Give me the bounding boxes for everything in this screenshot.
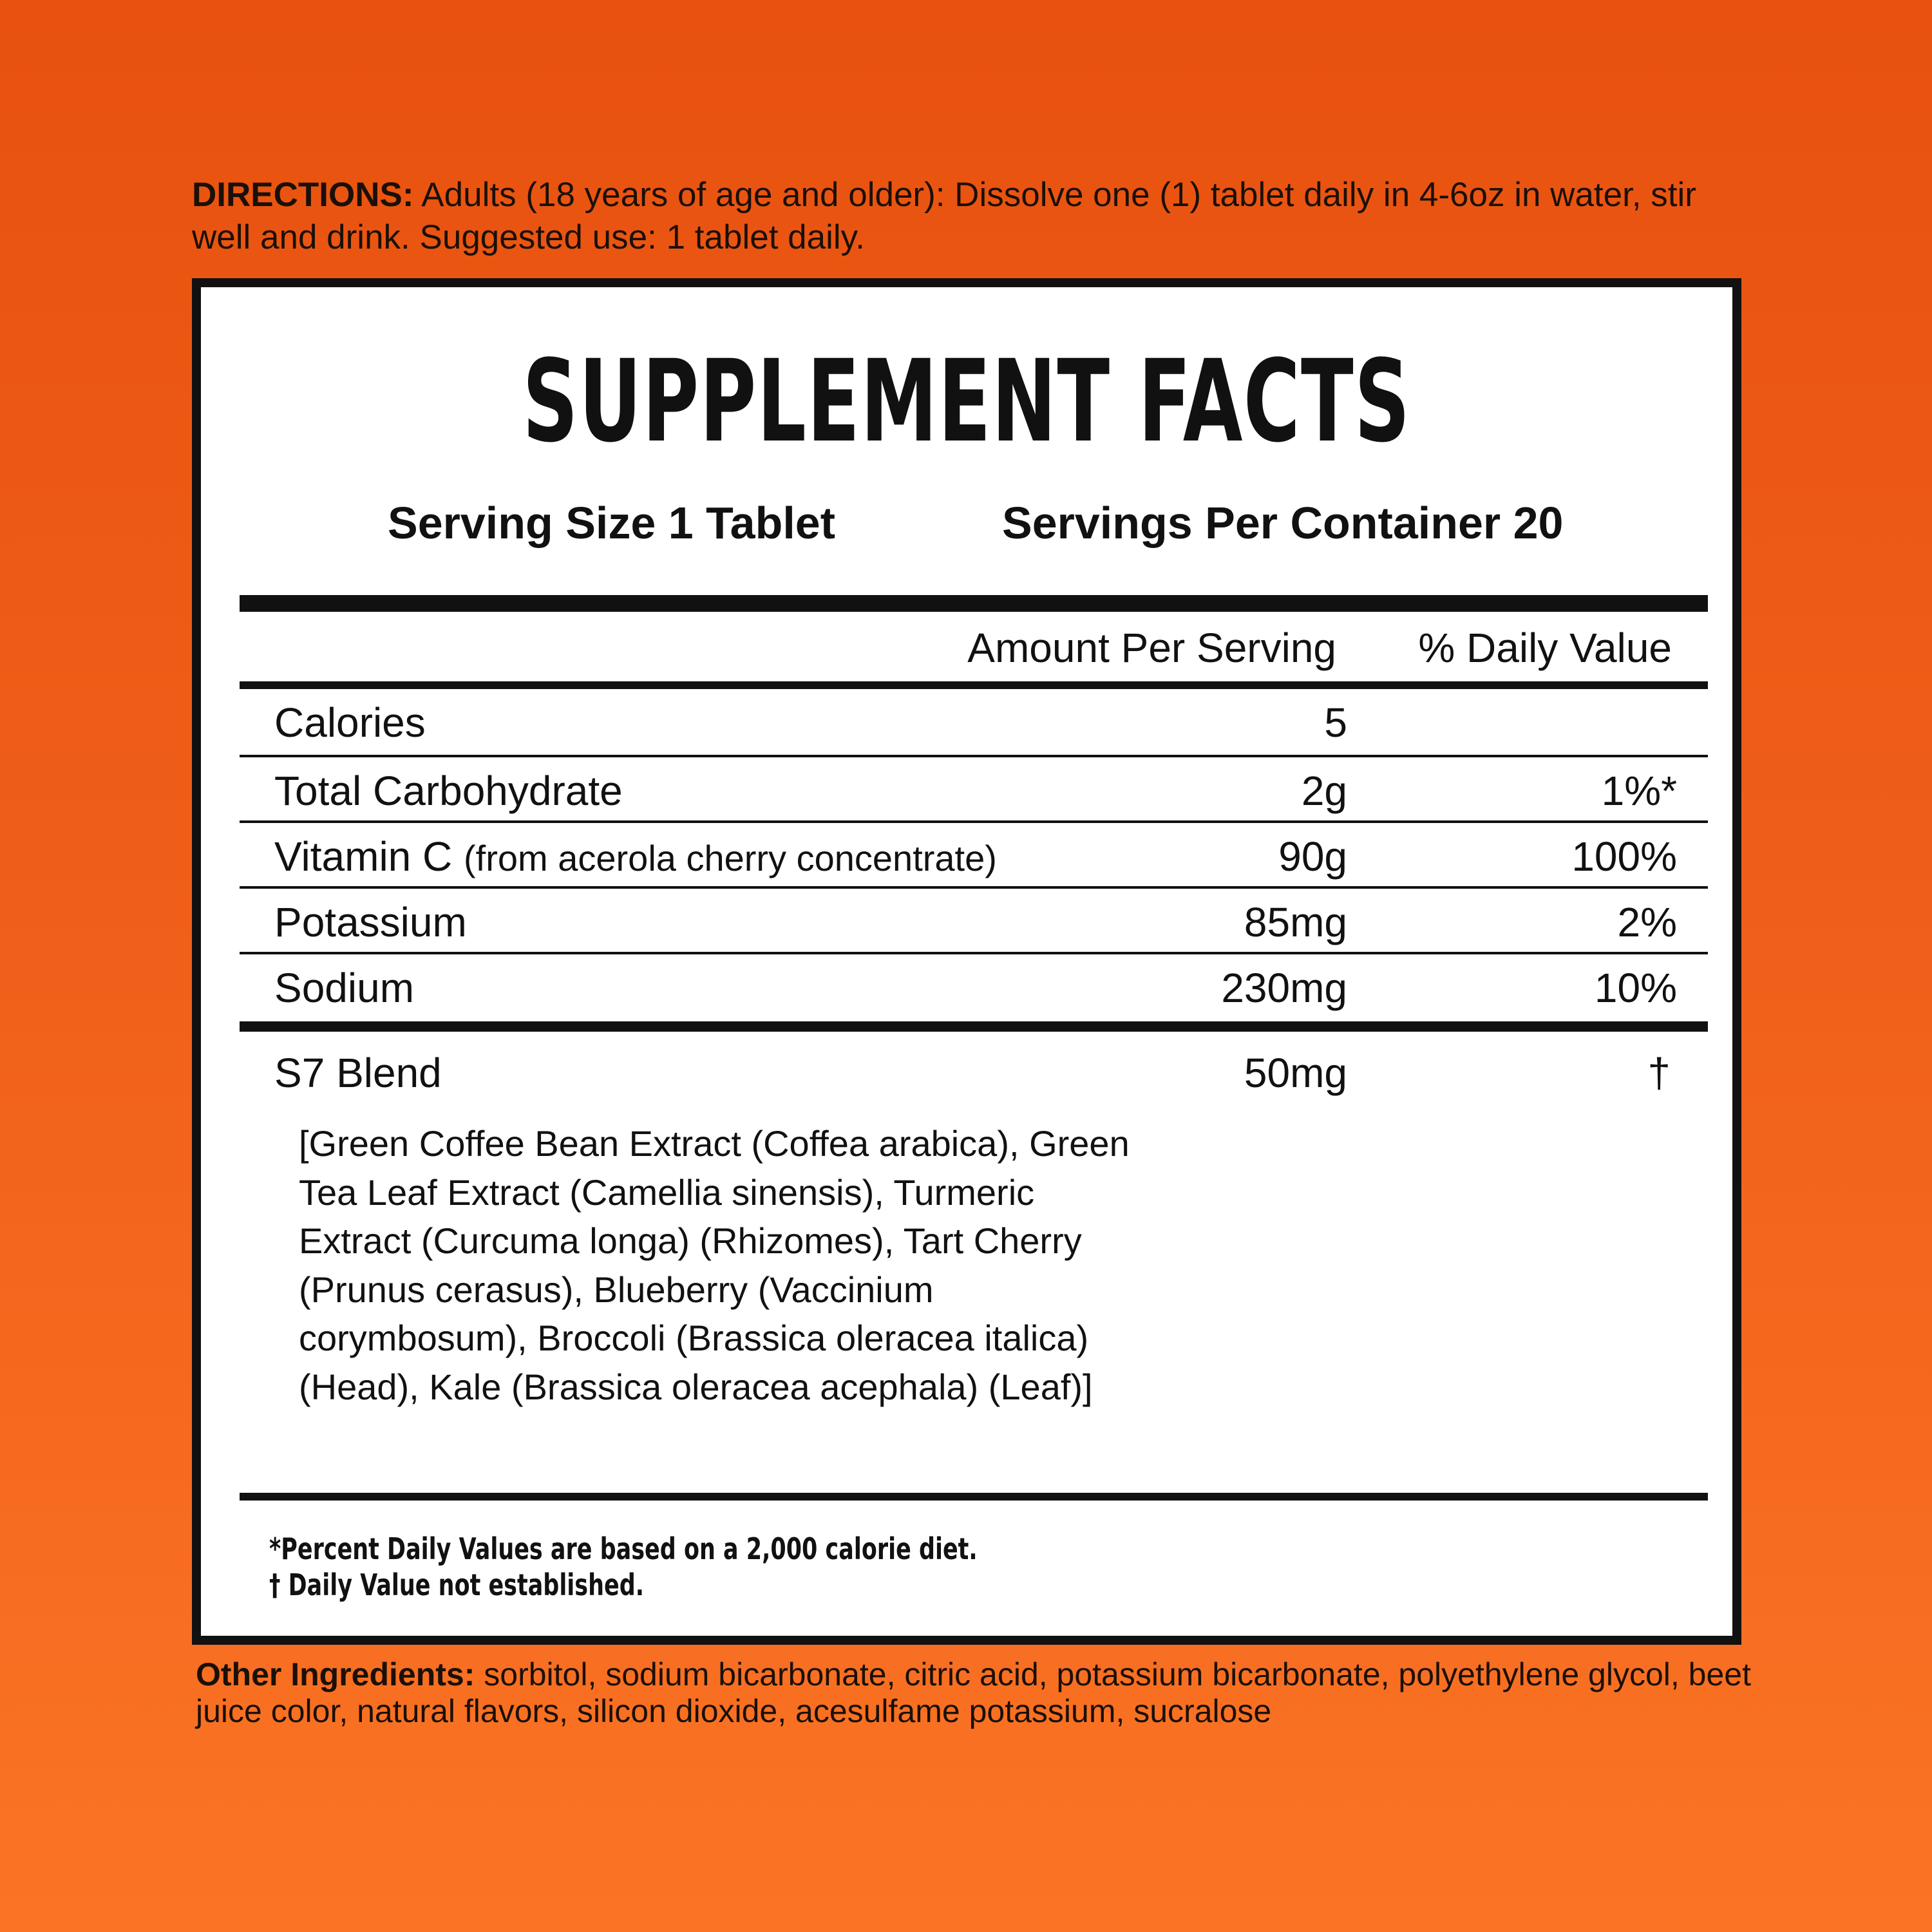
other-ingredients [196, 1656, 1754, 1730]
nutrient-row [240, 954, 1708, 1020]
panel-title: SUPPLEMENT FACTS [522, 336, 1411, 468]
blend-name: S7 Blend [274, 1050, 442, 1096]
nutrient-source: (from acerola cherry concentrate) [464, 838, 997, 878]
nutrient-amount: 230mg [1221, 965, 1347, 1011]
other-ingredients-label: Other Ingredients: [196, 1656, 475, 1692]
nutrient-row [240, 757, 1708, 823]
other-ingredients-list: sorbitol, sodium bicarbonate, citric acid, potassium bicarbonate, polyethylene glycol, beet juice color, natural flavors, silicon dioxide, acesulfame potassium, sucralose [196, 1656, 1751, 1729]
nutrient-name: Calories [274, 699, 426, 746]
blend-ingredients: [Green Coffee Bean Extract (Coffea arabica), Green Tea Leaf Extract (Camellia sinensis), Turmeric Extract (Curcuma longa) (Rhizomes), Tart Cherry (Prunus cerasus), Blueberry (Vaccinium corymbosum), Broccoli (Brassica oleracea italica) (Head), Kale (Brassica oleracea acephala) (Leaf)] [299, 1123, 1130, 1407]
nutrient-dv: 2% [1617, 899, 1677, 945]
nutrient-name: Potassium [274, 899, 467, 945]
nutrient-amount: 90g [1278, 833, 1347, 880]
nutrient-row [240, 689, 1708, 755]
blend-dv: † [1647, 1050, 1671, 1096]
directions-text [192, 174, 1750, 259]
nutrient-name-main: Vitamin C [274, 833, 464, 880]
directions-body: Adults (18 years of age and older): Dissolve one (1) tablet daily in 4-6oz in water, stir well and drink. Suggested use: 1 tablet daily. [192, 176, 1696, 256]
header-daily-value: % Daily Value [1418, 625, 1672, 671]
nutrient-name [274, 831, 997, 884]
nutrient-dv: 100% [1571, 833, 1677, 880]
nutrient-dv: 10% [1594, 965, 1677, 1011]
nutrient-amount: 2g [1301, 768, 1347, 814]
serving-size: Serving Size 1 Tablet [388, 498, 836, 548]
nutrient-amount: 5 [1324, 699, 1347, 746]
blend-amount: 50mg [1244, 1050, 1347, 1096]
footnote-dagger: † Daily Value not established. [269, 1567, 645, 1602]
nutrient-name: Sodium [274, 965, 414, 1011]
footnote-percent: *Percent Daily Values are based on a 2,000 calorie diet. [269, 1531, 978, 1566]
blend-row [240, 1039, 1708, 1105]
servings-per-container: Servings Per Container 20 [1002, 498, 1564, 548]
nutrient-name: Total Carbohydrate [274, 768, 623, 814]
header-divider [240, 681, 1708, 689]
thick-divider [240, 595, 1708, 612]
nutrient-row [240, 823, 1708, 889]
nutrient-dv: 1%* [1601, 768, 1677, 814]
footer-divider [240, 1493, 1708, 1501]
supplement-facts-panel [192, 278, 1741, 1645]
header-amount: Amount Per Serving [967, 625, 1336, 671]
directions-label: DIRECTIONS: [192, 176, 414, 214]
nutrient-row [240, 889, 1708, 954]
nutrient-amount: 85mg [1244, 899, 1347, 945]
blend-divider [240, 1021, 1708, 1032]
